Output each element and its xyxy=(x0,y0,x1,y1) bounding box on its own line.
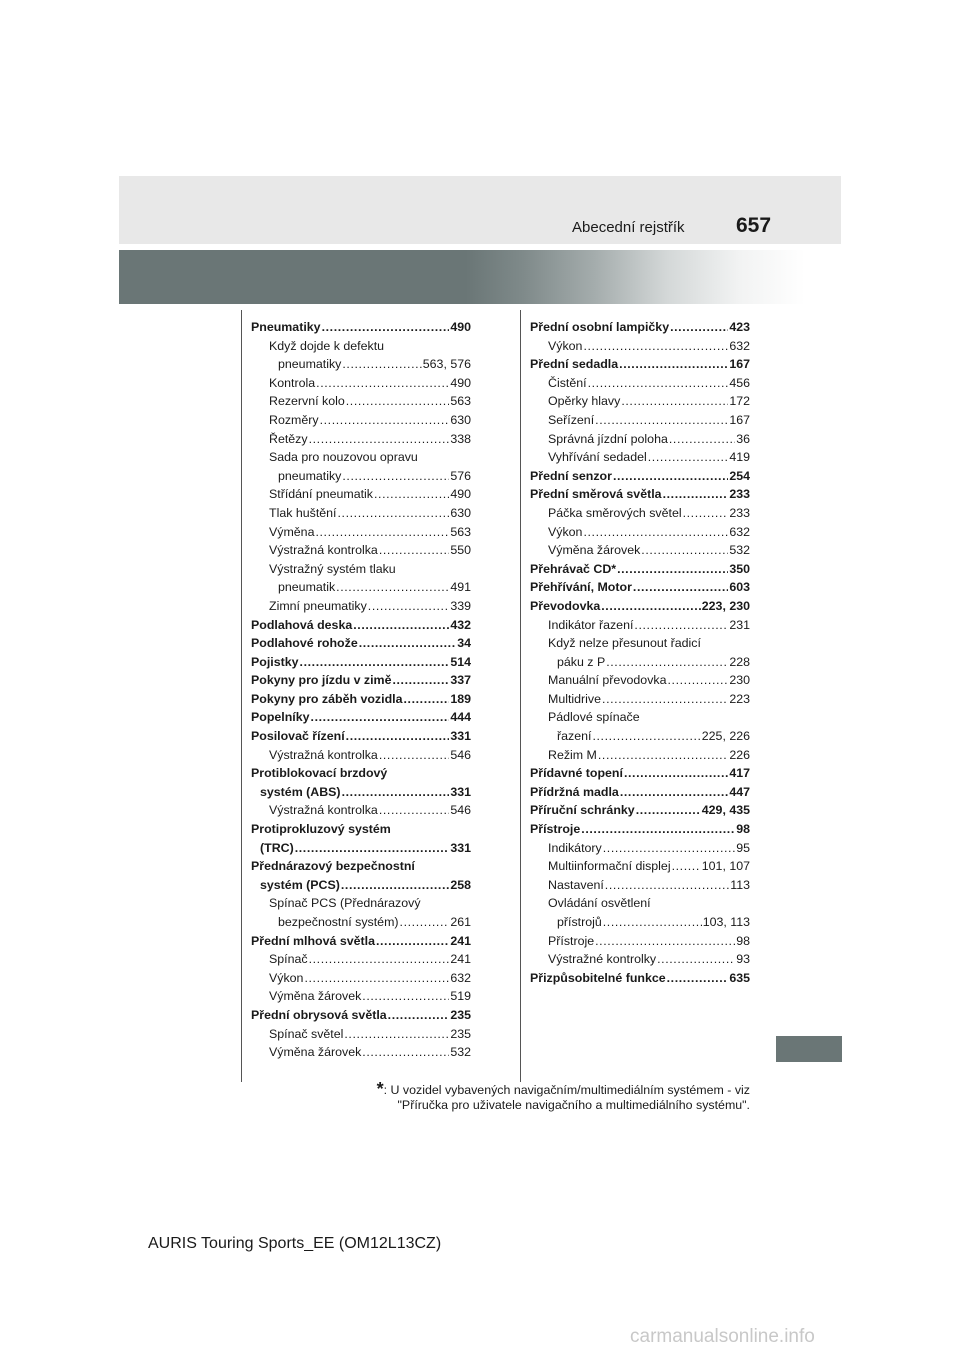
index-entry xyxy=(251,597,471,616)
dot-leader xyxy=(336,578,449,597)
index-entry xyxy=(251,411,471,430)
section-title: Abecední rejstřík xyxy=(572,219,685,236)
entry-label: přístrojů xyxy=(557,915,602,929)
index-entry xyxy=(530,950,750,969)
index-entry xyxy=(251,504,471,523)
entry-label: Čistění xyxy=(548,375,587,390)
dot-leader xyxy=(633,578,728,597)
dot-leader xyxy=(595,932,735,951)
dot-leader xyxy=(320,411,450,430)
index-entry xyxy=(530,634,750,653)
entry-page: 225, 226 xyxy=(701,729,750,744)
entry-label: Přídavné topení xyxy=(530,766,623,781)
entry-label: Výkon xyxy=(548,524,583,539)
index-entry xyxy=(530,894,750,913)
entry-page: 603 xyxy=(729,580,750,595)
index-entry xyxy=(530,355,750,374)
index-entry xyxy=(251,634,471,653)
entry-label: Pokyny pro záběh vozidla xyxy=(251,691,403,706)
entry-label: páku z P xyxy=(557,654,606,669)
index-entry xyxy=(251,1043,471,1062)
entry-page: 519 xyxy=(450,989,471,1004)
index-entry xyxy=(530,876,750,895)
entry-label: Přední senzor xyxy=(530,468,612,483)
entry-page: 258 xyxy=(450,877,471,892)
entry-label: Tlak huštění xyxy=(269,505,337,520)
entry-page: 350 xyxy=(729,561,750,576)
index-entry xyxy=(251,894,471,913)
dot-leader xyxy=(392,671,449,690)
index-entry xyxy=(251,448,471,467)
entry-page: 98 xyxy=(736,933,750,948)
entry-page: 331 xyxy=(450,784,471,799)
index-entry xyxy=(251,876,471,895)
entry-label: Výměna žárovek xyxy=(548,543,641,558)
dot-leader xyxy=(359,634,456,653)
entry-page: 432 xyxy=(450,617,471,632)
dot-leader xyxy=(388,1006,450,1025)
dot-leader xyxy=(620,783,728,802)
index-entry xyxy=(530,690,750,709)
index-entry xyxy=(251,355,471,374)
entry-label: Manuální převodovka xyxy=(548,673,667,688)
index-entry xyxy=(251,653,471,672)
dot-leader xyxy=(667,969,729,988)
dot-leader xyxy=(592,727,700,746)
index-entry xyxy=(530,374,750,393)
entry-label: Výměna xyxy=(269,524,315,539)
dot-leader xyxy=(309,430,450,449)
entry-page: 635 xyxy=(729,970,750,985)
entry-page: 93 xyxy=(736,952,750,967)
entry-label: Přednárazový bezpečnostní xyxy=(251,859,415,874)
index-entry xyxy=(530,541,750,560)
left-column-rule xyxy=(241,310,242,1082)
index-entry xyxy=(530,578,750,597)
index-entry xyxy=(251,690,471,709)
entry-label: Přizpůsobitelné funkce xyxy=(530,970,666,985)
index-entry xyxy=(530,801,750,820)
entry-page: 113 xyxy=(730,877,750,892)
dot-leader xyxy=(315,523,449,542)
index-entry xyxy=(251,430,471,449)
entry-label: Indikátor řazení xyxy=(548,617,634,632)
index-entry xyxy=(530,708,750,727)
dot-leader xyxy=(379,801,450,820)
index-entry xyxy=(251,932,471,951)
entry-label: Rozměry xyxy=(269,412,319,427)
index-entry xyxy=(251,374,471,393)
dot-leader xyxy=(641,541,728,560)
dot-leader xyxy=(400,913,450,932)
entry-label: Přístroje xyxy=(530,822,581,837)
entry-page: 230 xyxy=(729,673,750,688)
dot-leader xyxy=(602,690,728,709)
index-entry xyxy=(530,392,750,411)
index-entry xyxy=(530,485,750,504)
entry-page: 491 xyxy=(450,580,471,595)
index-entry xyxy=(251,969,471,988)
entry-page: 423 xyxy=(729,320,750,334)
entry-page: 103, 113 xyxy=(702,915,750,929)
entry-label: Režim M xyxy=(548,747,597,762)
entry-label: Přídržná madla xyxy=(530,784,619,799)
entry-page: 563 xyxy=(450,394,471,409)
dot-leader xyxy=(353,616,449,635)
index-entry xyxy=(251,1025,471,1044)
entry-page: 456 xyxy=(729,375,750,390)
entry-label: Výkon xyxy=(269,970,304,985)
entry-page: 429, 435 xyxy=(701,803,750,818)
entry-label: systém (PCS) xyxy=(260,877,340,892)
entry-page: 417 xyxy=(729,766,750,781)
index-entry xyxy=(251,727,471,746)
index-entry xyxy=(251,616,471,635)
entry-page: 490 xyxy=(450,487,471,502)
entry-label: Pneumatiky xyxy=(251,320,321,334)
entry-label: Výstražná kontrolka xyxy=(269,747,378,762)
dot-leader xyxy=(376,932,449,951)
entry-page: 331 xyxy=(450,729,471,744)
index-entry xyxy=(530,727,750,746)
index-entry xyxy=(530,764,750,783)
dot-leader xyxy=(316,374,449,393)
index-entry xyxy=(530,969,750,988)
entry-label: Rezervní kolo xyxy=(269,394,345,409)
dot-leader xyxy=(617,560,728,579)
entry-label: Přední sedadla xyxy=(530,357,619,372)
entry-page: 550 xyxy=(450,543,471,558)
entry-page: 228 xyxy=(729,654,750,669)
entry-label: Výstražná kontrolka xyxy=(269,543,378,558)
entry-label: Sada pro nouzovou opravu xyxy=(269,450,418,465)
index-entry xyxy=(251,578,471,597)
entry-page: 490 xyxy=(450,375,471,390)
entry-label: Posilovač řízení xyxy=(251,729,345,744)
index-column-right xyxy=(530,318,750,987)
entry-label: bezpečnostní systém) xyxy=(278,915,399,929)
decorative-gradient-band xyxy=(119,250,841,304)
entry-page: 632 xyxy=(729,524,750,539)
dot-leader xyxy=(379,746,450,765)
entry-label: Převodovka xyxy=(530,598,601,613)
entry-page: 254 xyxy=(729,468,750,483)
index-entry xyxy=(530,430,750,449)
entry-label: Řetězy xyxy=(269,431,308,446)
dot-leader xyxy=(636,801,701,820)
entry-page: 447 xyxy=(729,784,750,799)
dot-leader xyxy=(346,727,450,746)
entry-label: Pokyny pro jízdu v zimě xyxy=(251,673,392,688)
index-entry xyxy=(530,448,750,467)
index-entry xyxy=(251,523,471,542)
entry-label: Když dojde k defektu xyxy=(269,338,385,353)
index-entry xyxy=(530,671,750,690)
entry-page: 36 xyxy=(736,431,750,446)
entry-page: 235 xyxy=(450,1007,471,1022)
index-entry xyxy=(251,987,471,1006)
entry-page: 331 xyxy=(450,840,471,855)
entry-page: 172 xyxy=(729,394,750,409)
index-entry xyxy=(530,820,750,839)
dot-leader xyxy=(613,467,728,486)
entry-label: Výměna žárovek xyxy=(269,1045,362,1060)
index-entry xyxy=(251,392,471,411)
index-entry xyxy=(251,671,471,690)
dot-leader xyxy=(362,1043,449,1062)
index-entry xyxy=(530,504,750,523)
dot-leader xyxy=(300,653,450,672)
entry-page: 632 xyxy=(729,338,750,353)
dot-leader xyxy=(605,876,729,895)
entry-page: 241 xyxy=(450,952,471,967)
entry-page: 532 xyxy=(450,1045,471,1060)
entry-label: Podlahové rohože xyxy=(251,636,358,651)
entry-label: Když nelze přesunout řadicí xyxy=(548,636,701,651)
dot-leader xyxy=(322,318,450,337)
dot-leader xyxy=(669,430,735,449)
footnote-marker: * xyxy=(376,1079,384,1099)
entry-page: 630 xyxy=(450,505,471,520)
entry-label: systém (ABS) xyxy=(260,784,341,799)
index-entry xyxy=(251,337,471,356)
entry-page: 235 xyxy=(450,1026,471,1041)
index-entry xyxy=(530,523,750,542)
dot-leader xyxy=(295,839,450,858)
entry-label: Pojistky xyxy=(251,654,299,669)
dot-leader xyxy=(311,708,450,727)
dot-leader xyxy=(581,820,735,839)
index-entry xyxy=(530,857,750,876)
index-entry xyxy=(251,708,471,727)
entry-label: Výstražný systém tlaku xyxy=(269,561,396,576)
dot-leader xyxy=(601,597,701,616)
entry-label: pneumatik xyxy=(278,580,336,595)
index-entry xyxy=(251,801,471,820)
dot-leader xyxy=(583,523,728,542)
index-entry xyxy=(251,913,471,932)
entry-page: 223, 230 xyxy=(701,598,750,613)
entry-page: 101, 107 xyxy=(701,859,750,874)
entry-label: Přední obrysová světla xyxy=(251,1007,387,1022)
entry-page: 563 xyxy=(450,524,471,539)
index-entry xyxy=(251,318,471,337)
entry-label: Multidrive xyxy=(548,691,602,706)
index-entry xyxy=(530,597,750,616)
entry-page: 532 xyxy=(729,543,750,558)
dot-leader xyxy=(342,783,450,802)
index-entry xyxy=(530,467,750,486)
index-entry xyxy=(251,783,471,802)
footnote-line-2: "Příručka pro uživatele navigačního a multimediálního systému". xyxy=(397,1098,750,1112)
entry-label: Protiblokovací brzdový xyxy=(251,766,388,781)
entry-page: 419 xyxy=(729,450,750,465)
entry-page: 233 xyxy=(729,487,750,502)
dot-leader xyxy=(634,616,728,635)
index-entry xyxy=(251,820,471,839)
entry-label: pneumatiky xyxy=(278,357,342,372)
footnote-line-1: : U vozidel vybavených navigačním/multimediálním systémem - viz xyxy=(383,1083,750,1097)
entry-page: 576 xyxy=(450,468,471,483)
entry-label: Ovládání osvětlení xyxy=(548,896,651,911)
entry-label: Páčka směrových světel xyxy=(548,505,682,520)
dot-leader xyxy=(374,485,449,504)
index-entry xyxy=(530,839,750,858)
entry-page: 444 xyxy=(450,710,471,725)
entry-label: Správná jízdní poloha xyxy=(548,431,668,446)
dot-leader xyxy=(338,504,450,523)
index-entry xyxy=(251,485,471,504)
entry-label: Střídání pneumatik xyxy=(269,487,374,502)
middle-column-rule xyxy=(520,310,521,1082)
dot-leader xyxy=(595,411,728,430)
watermark: carmanualsonline.info xyxy=(630,1326,815,1347)
dot-leader xyxy=(657,950,735,969)
entry-label: Seřízení xyxy=(548,412,595,427)
index-entry xyxy=(251,857,471,876)
entry-label: Přední směrová světla xyxy=(530,487,662,502)
dot-leader xyxy=(603,839,735,858)
entry-label: Indikátory xyxy=(548,840,602,855)
entry-page: 490 xyxy=(450,320,471,334)
entry-page: 630 xyxy=(450,412,471,427)
entry-label: Vyhřívání sedadel xyxy=(548,450,647,465)
index-entry xyxy=(251,950,471,969)
dot-leader xyxy=(648,448,729,467)
index-entry xyxy=(530,411,750,430)
footnote xyxy=(330,1079,750,1113)
entry-label: Výkon xyxy=(548,338,583,353)
entry-page: 241 xyxy=(450,933,471,948)
entry-label: Zimní pneumatiky xyxy=(269,598,367,613)
entry-page: 233 xyxy=(729,505,750,520)
dot-leader xyxy=(621,392,728,411)
dot-leader xyxy=(344,1025,449,1044)
entry-label: Kontrola xyxy=(269,375,316,390)
entry-page: 223 xyxy=(729,691,750,706)
entry-page: 339 xyxy=(450,598,471,613)
dot-leader xyxy=(342,467,449,486)
index-entry xyxy=(530,746,750,765)
dot-leader xyxy=(346,392,450,411)
entry-label: Pádlové spínače xyxy=(548,710,640,725)
entry-page: 546 xyxy=(450,803,471,818)
index-entry xyxy=(530,337,750,356)
entry-label: Nastavení xyxy=(548,877,604,892)
index-entry xyxy=(251,746,471,765)
index-entry xyxy=(251,839,471,858)
entry-label: Příruční schránky xyxy=(530,803,635,818)
page-number: 657 xyxy=(736,214,772,237)
dot-leader xyxy=(619,355,728,374)
dot-leader xyxy=(598,746,728,765)
entry-page: 632 xyxy=(450,970,471,985)
dot-leader xyxy=(368,597,450,616)
entry-page: 167 xyxy=(729,357,750,372)
entry-page: 563, 576 xyxy=(422,357,471,372)
entry-label: Přehřívání, Motor xyxy=(530,580,632,595)
entry-label: Přední mlhová světla xyxy=(251,933,375,948)
dot-leader xyxy=(663,485,729,504)
dot-leader xyxy=(403,690,449,709)
entry-label: Výstražné kontrolky xyxy=(548,952,657,967)
index-entry xyxy=(251,764,471,783)
entry-label: Přehrávač CD* xyxy=(530,561,617,576)
dot-leader xyxy=(606,653,728,672)
entry-label: Popelníky xyxy=(251,710,310,725)
entry-page: 231 xyxy=(729,617,750,632)
dot-leader xyxy=(672,857,701,876)
dot-leader xyxy=(624,764,728,783)
dot-leader xyxy=(683,504,729,523)
entry-label: řazení xyxy=(557,729,592,744)
index-entry xyxy=(251,560,471,579)
dot-leader xyxy=(342,355,421,374)
footer-model: AURIS Touring Sports_EE (OM12L13CZ) xyxy=(148,1235,442,1252)
entry-page: 189 xyxy=(450,691,471,706)
entry-label: Multiinformační displej xyxy=(548,859,671,874)
dot-leader xyxy=(603,913,702,932)
dot-leader xyxy=(309,950,450,969)
index-entry xyxy=(530,318,750,337)
entry-page: 514 xyxy=(450,654,471,669)
entry-label: Spínač xyxy=(269,952,308,967)
entry-page: 95 xyxy=(736,840,750,855)
section-tab-marker xyxy=(776,1036,842,1062)
entry-label: Přístroje xyxy=(548,933,595,948)
header-band xyxy=(119,176,841,244)
index-entry xyxy=(530,560,750,579)
entry-label: pneumatiky xyxy=(278,468,342,483)
index-entry xyxy=(530,783,750,802)
dot-leader xyxy=(341,876,449,895)
index-entry xyxy=(530,653,750,672)
index-entry xyxy=(251,1006,471,1025)
dot-leader xyxy=(667,671,728,690)
index-entry xyxy=(530,913,750,932)
entry-page: 98 xyxy=(736,822,750,837)
entry-label: Protiprokluzový systém xyxy=(251,822,391,837)
entry-label: Opěrky hlavy xyxy=(548,394,621,409)
entry-page: 167 xyxy=(729,412,750,427)
entry-label: Výstražná kontrolka xyxy=(269,803,378,818)
entry-label: Spínač PCS (Přednárazový xyxy=(269,896,421,911)
dot-leader xyxy=(670,318,728,337)
dot-leader xyxy=(379,541,450,560)
dot-leader xyxy=(362,987,449,1006)
index-entry xyxy=(251,541,471,560)
index-entry xyxy=(251,467,471,486)
dot-leader xyxy=(304,969,449,988)
entry-page: 546 xyxy=(450,747,471,762)
dot-leader xyxy=(588,374,729,393)
entry-page: 34 xyxy=(457,636,471,651)
entry-page: 226 xyxy=(729,747,750,762)
entry-label: Spínač světel xyxy=(269,1026,344,1041)
index-entry xyxy=(530,932,750,951)
entry-page: 337 xyxy=(450,673,471,688)
index-column-left xyxy=(251,318,471,1062)
entry-label: Podlahová deska xyxy=(251,617,353,632)
entry-page: 261 xyxy=(450,915,471,929)
entry-label: Přední osobní lampičky xyxy=(530,320,670,334)
index-entry xyxy=(530,616,750,635)
dot-leader xyxy=(583,337,728,356)
entry-label: (TRC) xyxy=(260,840,294,855)
entry-page: 338 xyxy=(450,431,471,446)
entry-label: Výměna žárovek xyxy=(269,989,362,1004)
